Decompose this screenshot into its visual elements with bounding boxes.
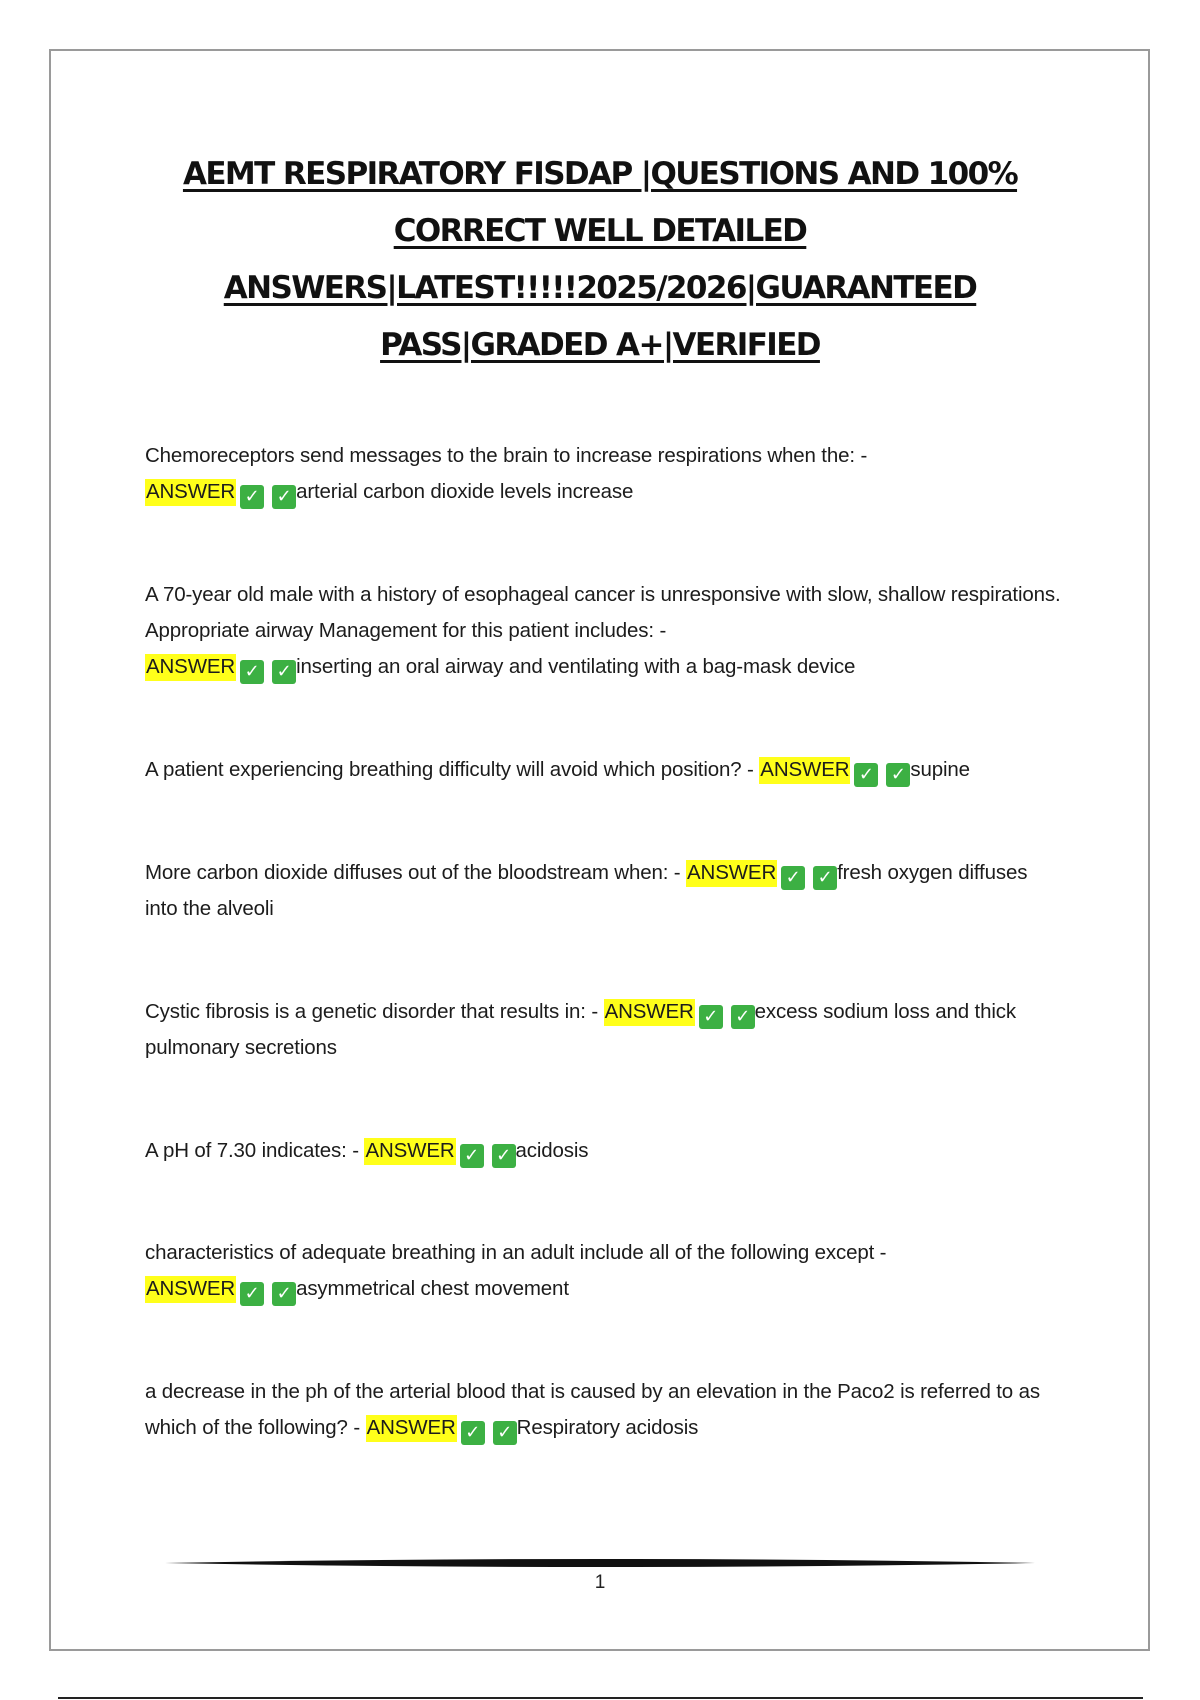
check-icon: ✓ [240,660,264,684]
answer-text: acidosis [515,1139,589,1162]
answer-text: asymmetrical chest movement [296,1277,569,1300]
qa-item [145,438,1065,510]
answer-label: ANSWER [686,860,777,887]
question-text: Chemoreceptors send messages to the brain to increase respirations when the: - [145,444,868,467]
question-text: A patient experiencing breathing difficulty will avoid which position? - [145,758,754,781]
check-icon: ✓ [731,1005,755,1029]
check-icon: ✓ [461,1421,485,1445]
question-text: A pH of 7.30 indicates: - [145,1139,359,1162]
question-text: characteristics of adequate breathing in an adult include all of the following except - [145,1241,887,1264]
check-icon: ✓ [699,1005,723,1029]
question-text: More carbon dioxide diffuses out of the bloodstream when: - [145,861,681,884]
check-icon: ✓ [886,763,910,787]
next-page-edge [58,1697,1143,1699]
page-number: 1 [594,1572,606,1593]
answer-label: ANSWER [364,1138,455,1165]
answer-text: inserting an oral airway and ventilating with a bag-mask device [296,655,856,678]
check-icon: ✓ [460,1144,484,1168]
question-text: Cystic fibrosis is a genetic disorder that results in: - [145,1000,599,1023]
question-text: A 70-year old male with a history of esophageal cancer is unresponsive with slow, shallow respirations. Appropriate airway Management for this patient includes: - [145,583,1061,642]
check-icon: ✓ [272,1282,296,1306]
document-title: AEMT RESPIRATORY FISDAP |QUESTIONS AND 100% CORRECT WELL DETAILED ANSWERS|LATEST!!!!!2025/2026|GUARANTEED PASS|GRADED A+|VERIFIED [182,156,1018,363]
check-icon: ✓ [272,660,296,684]
check-icon: ✓ [854,763,878,787]
check-icon: ✓ [492,1144,516,1168]
check-icon: ✓ [240,1282,264,1306]
qa-item [145,994,1065,1066]
qa-item [145,1235,1065,1307]
qa-item [145,577,1065,685]
answer-text: arterial carbon dioxide levels increase [296,480,634,503]
answer-text: Respiratory acidosis [516,1416,699,1439]
answer-label: ANSWER [145,654,236,681]
check-icon: ✓ [240,485,264,509]
answer-text: excess sodium loss and thick pulmonary secretions [145,1000,1016,1059]
question-text: a decrease in the ph of the arterial blood that is caused by an elevation in the Paco2 is referred to as which of the following? - [145,1380,1040,1439]
qa-item [145,1133,1065,1169]
answer-label: ANSWER [604,999,695,1026]
qa-item [145,1374,1065,1446]
footer-divider [165,1556,1035,1570]
answer-text: supine [910,758,970,781]
answer-label: ANSWER [145,479,236,506]
check-icon: ✓ [813,866,837,890]
qa-item [145,855,1065,927]
answer-label: ANSWER [366,1415,457,1442]
check-icon: ✓ [781,866,805,890]
answer-label: ANSWER [145,1276,236,1303]
qa-item [145,752,1065,788]
answer-text: fresh oxygen diffuses into the alveoli [145,861,1028,920]
answer-label: ANSWER [759,757,850,784]
check-icon: ✓ [272,485,296,509]
check-icon: ✓ [493,1421,517,1445]
